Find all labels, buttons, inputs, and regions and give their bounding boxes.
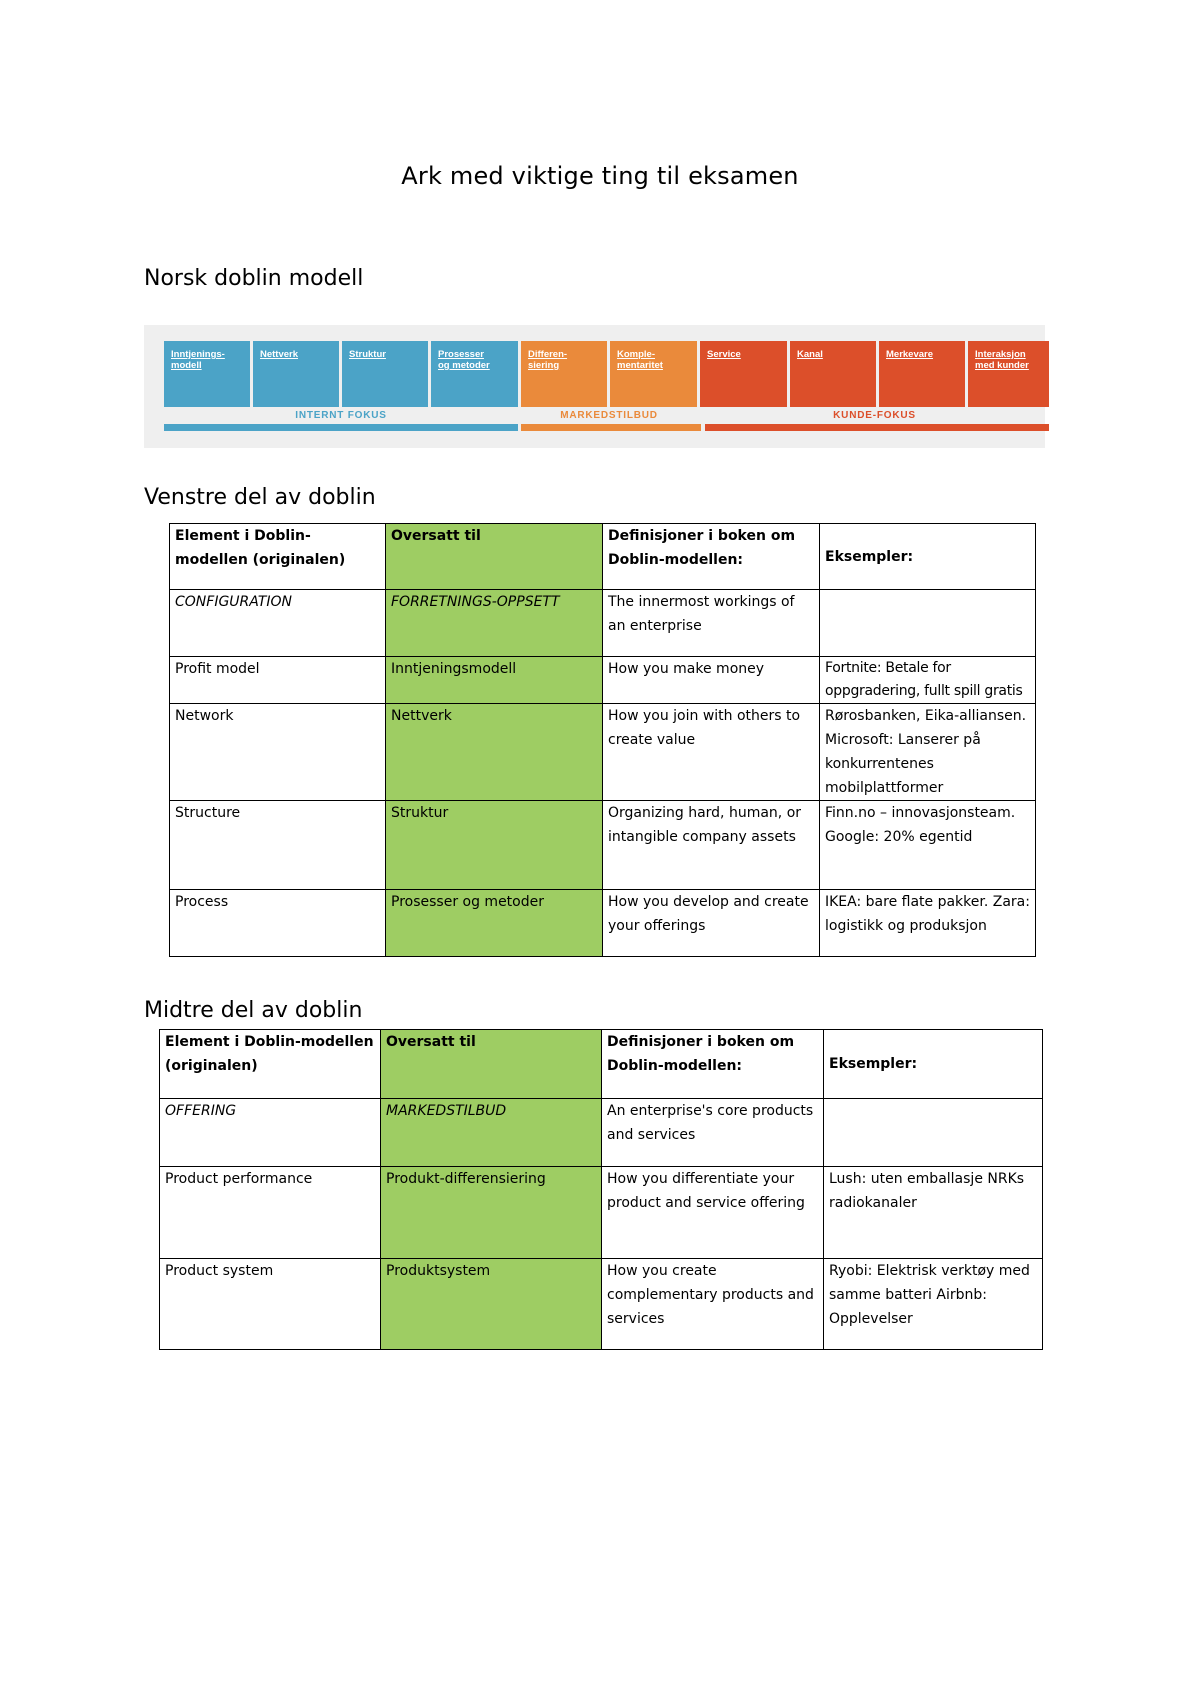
section-heading-norsk-doblin: Norsk doblin modell: [144, 266, 364, 292]
table-cell: [820, 590, 1036, 657]
header-cell: Element i Doblin-modellen (originalen): [170, 524, 386, 590]
table-cell: [824, 1099, 1043, 1167]
table-cell: OFFERING: [160, 1099, 381, 1167]
doblin-cell-interaksjon: Interaksjon med kunder: [968, 341, 1049, 407]
header-cell: Definisjoner i boken om Doblin-modellen:: [602, 1030, 824, 1099]
table-row: [160, 1099, 1043, 1167]
table-cell: Product performance: [160, 1167, 381, 1259]
doblin-cell-inntjeningsmodell: Inntjenings- modell: [164, 341, 250, 407]
table-cell: FORRETNINGS-OPPSETT: [386, 590, 603, 657]
header-cell: Oversatt til: [386, 524, 603, 590]
table-cell: Inntjeningsmodell: [386, 657, 603, 704]
doblin-cell-service: Service: [700, 341, 787, 407]
table-cell: How you develop and create your offerings: [603, 890, 820, 957]
table-header-row: [170, 524, 1036, 590]
table-cell: CONFIGURATION: [170, 590, 386, 657]
table-cell: Network: [170, 704, 386, 801]
table-row: [160, 1259, 1043, 1350]
table-cell: IKEA: bare flate pakker. Zara: logistikk og produksjon: [820, 890, 1036, 957]
table-cell: Lush: uten emballasje NRKs radiokanaler: [824, 1167, 1043, 1259]
table-cell: How you join with others to create value: [603, 704, 820, 801]
header-cell: Eksempler:: [824, 1030, 1043, 1099]
group-label-internt-fokus: INTERNT FOKUS: [295, 410, 387, 421]
table-cell: Prosesser og metoder: [386, 890, 603, 957]
table-midtre-doblin: [159, 1029, 1043, 1350]
group-bar-markedstilbud: [521, 424, 701, 431]
doblin-cell-kanal: Kanal: [790, 341, 876, 407]
group-label-markedstilbud: MARKEDSTILBUD: [560, 410, 658, 421]
doblin-cell-komplementaritet: Komple- mentaritet: [610, 341, 697, 407]
doblin-model-banner: [144, 325, 1045, 448]
table-cell: Structure: [170, 801, 386, 890]
group-bar-internt: [164, 424, 518, 431]
header-cell: Element i Doblin-modellen (originalen): [160, 1030, 381, 1099]
table-cell: How you make money: [603, 657, 820, 704]
table-row: [170, 890, 1036, 957]
doblin-cell-struktur: Struktur: [342, 341, 428, 407]
table-cell: MARKEDSTILBUD: [381, 1099, 602, 1167]
table-cell: Finn.no – innovasjonsteam. Google: 20% egentid: [820, 801, 1036, 890]
table-cell: Ryobi: Elektrisk verktøy med samme batteri Airbnb: Opplevelser: [824, 1259, 1043, 1350]
header-cell: Definisjoner i boken om Doblin-modellen:: [603, 524, 820, 590]
table-cell: Produktsystem: [381, 1259, 602, 1350]
header-cell: Eksempler:: [820, 524, 1036, 590]
table-row: [170, 704, 1036, 801]
table-row: [170, 801, 1036, 890]
table-header-row: [160, 1030, 1043, 1099]
table-cell: The innermost workings of an enterprise: [603, 590, 820, 657]
page-title: Ark med viktige ting til eksamen: [401, 162, 799, 191]
table-row: [160, 1167, 1043, 1259]
table-cell: Produkt-differensiering: [381, 1167, 602, 1259]
doblin-cell-differensiering: Differen- siering: [521, 341, 607, 407]
doblin-cell-merkevare: Merkevare: [879, 341, 965, 407]
section-heading-midtre-doblin: Midtre del av doblin: [144, 998, 363, 1024]
table-cell: Product system: [160, 1259, 381, 1350]
table-cell: Profit model: [170, 657, 386, 704]
table-venstre-doblin: [169, 523, 1036, 957]
table-row: [170, 657, 1036, 704]
table-cell: How you create complementary products and services: [602, 1259, 824, 1350]
group-bar-kunde: [705, 424, 1049, 431]
table-cell: Fortnite: Betale for oppgradering, fullt spill gratis: [820, 657, 1036, 704]
table-cell: Rørosbanken, Eika-alliansen. Microsoft: Lanserer på konkurrentenes mobilplattformer: [820, 704, 1036, 801]
doblin-cell-prosesser: Prosesser og metoder: [431, 341, 518, 407]
table-cell: How you differentiate your product and service offering: [602, 1167, 824, 1259]
table-cell: Process: [170, 890, 386, 957]
table-row: [170, 590, 1036, 657]
section-heading-venstre-doblin: Venstre del av doblin: [144, 485, 376, 511]
table-cell: Nettverk: [386, 704, 603, 801]
doblin-cell-nettverk: Nettverk: [253, 341, 339, 407]
group-label-kunde-fokus: KUNDE-FOKUS: [833, 410, 916, 421]
table-cell: Struktur: [386, 801, 603, 890]
table-cell: Organizing hard, human, or intangible company assets: [603, 801, 820, 890]
header-cell: Oversatt til: [381, 1030, 602, 1099]
table-cell: An enterprise's core products and services: [602, 1099, 824, 1167]
